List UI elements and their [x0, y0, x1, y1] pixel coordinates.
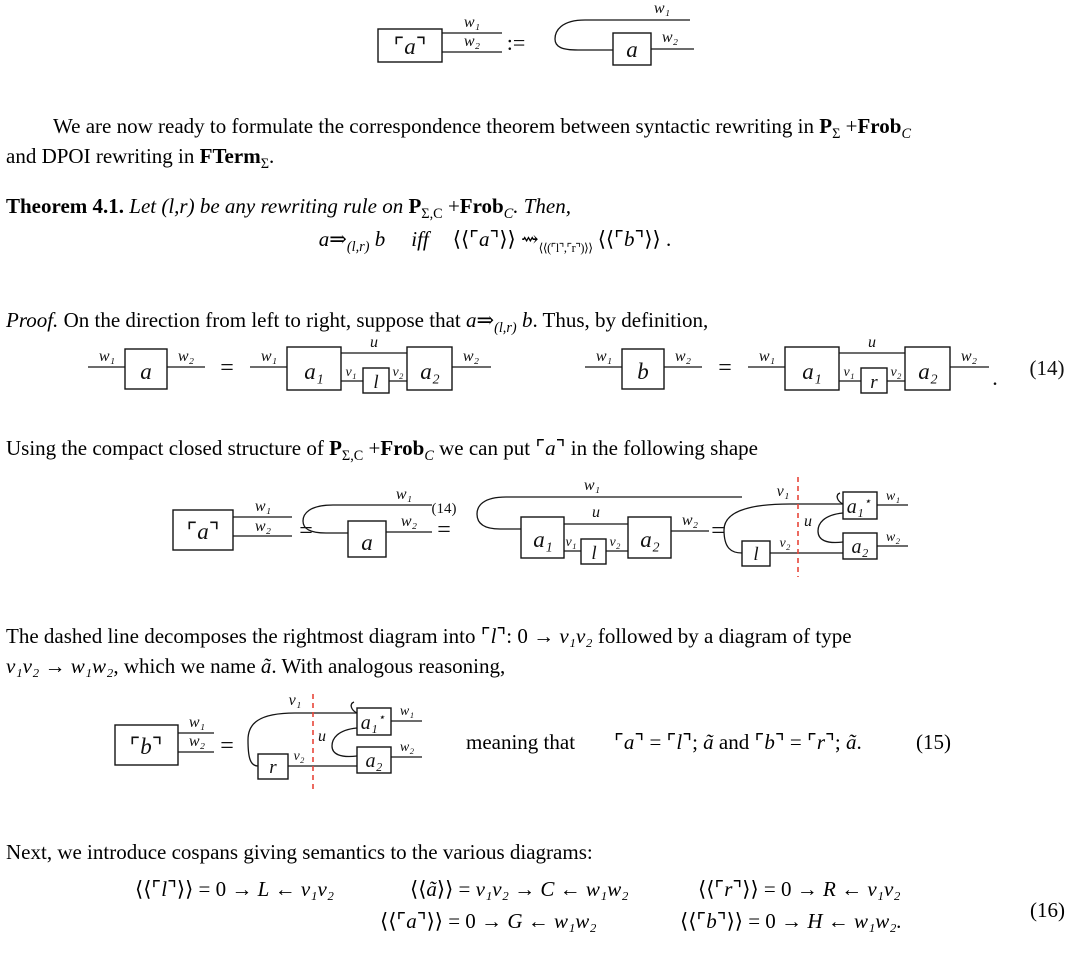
math-L: L: [257, 877, 270, 901]
math-b: b: [764, 730, 775, 754]
cat-P: P: [329, 436, 342, 460]
text-segment: : 0 →: [506, 624, 560, 648]
arrow: →: [39, 654, 71, 678]
math-v1v2: v₁v₂: [6, 654, 40, 678]
box-a2-label: a₂: [365, 750, 383, 772]
label-w1: w₁: [254, 498, 272, 515]
semantics-open: ⟨⟨⌜: [698, 877, 725, 901]
label-u: u: [804, 513, 812, 530]
formula-segment: ⌝ = ⌜: [634, 730, 677, 754]
equation-15-diagram: [100, 688, 440, 800]
label-w1: w₁: [395, 486, 413, 503]
squiggle-subscript: ⟨⟨(⌜l⌝,⌜r⌝)⟩⟩: [538, 241, 593, 255]
label-u: u: [370, 334, 378, 351]
box-a2-label: a₂: [420, 359, 440, 384]
label-w2: w₂: [462, 348, 480, 365]
theorem-body-1: Let (l,r) be any rewriting rule on: [129, 194, 409, 218]
math-v1v2: v₁v₂: [475, 877, 509, 901]
math-C: C: [540, 877, 555, 901]
text-segment: The dashed line decomposes the rightmost diagram into: [6, 624, 481, 648]
box-l-label: l: [373, 372, 379, 393]
assign-symbol: :=: [506, 30, 526, 55]
dashed-line-1: [6, 621, 1074, 651]
text-segment: followed by a diagram of type: [592, 624, 852, 648]
math-v1v2: v₁v₂: [867, 877, 901, 901]
box-a1-label: a₁: [304, 359, 324, 384]
cat-Frob: Frob: [459, 194, 504, 218]
box-r-label: r: [269, 757, 277, 778]
corner-open: ⌜: [480, 624, 491, 648]
arrow: ←: [269, 877, 301, 901]
math-a: a: [478, 227, 490, 251]
math-R: R: [823, 877, 836, 901]
math-v1v2: v₁v₂: [300, 877, 335, 901]
semantics-open: ⟨⟨⌜: [680, 909, 707, 933]
text-segment: . Thus, by definition,: [532, 308, 709, 332]
box-a1-star-label: a₁⋆: [360, 710, 386, 734]
iff-text: iff: [411, 227, 429, 251]
wire-hook: [351, 702, 357, 713]
box-a2-label: a₂: [640, 527, 660, 552]
box-name-a-label: ⌜a⌝: [186, 519, 220, 544]
semantics-open: ⟨⟨⌜: [452, 227, 479, 251]
semantics-close: ⌝⟩⟩: [489, 227, 516, 251]
by-equation-14-tag: (14): [431, 501, 457, 517]
name-diagram-definition: [360, 0, 700, 66]
label-u: u: [318, 728, 326, 745]
math-b: b: [374, 227, 386, 251]
arrow: →: [508, 877, 541, 901]
formula-segment: ⌝⟩⟩ = 0 →: [167, 877, 258, 901]
label-v1: v₁: [565, 535, 577, 550]
box-r-label: r: [870, 372, 878, 393]
subscript-sigma: Σ: [260, 156, 269, 173]
semantics-open: ⟨⟨⌜: [135, 877, 162, 901]
subscript-C: C: [424, 448, 434, 465]
label-u: u: [592, 504, 600, 521]
intro-line-1: [6, 111, 1074, 141]
box-a1-label: a₁: [533, 527, 553, 552]
cat-Frob: Frob: [380, 436, 425, 460]
corner-close: ⌝: [555, 436, 566, 460]
cospan-a-tilde: [410, 877, 629, 902]
math-l: l: [676, 730, 683, 754]
semantics-open: ⟨⟨⌜: [597, 227, 624, 251]
proof-label: Proof.: [6, 308, 59, 332]
text-segment: . With analogous reasoning,: [271, 654, 506, 678]
box-a-label: a: [140, 359, 152, 384]
box-a-label: a: [361, 530, 373, 555]
plus-sign: +: [442, 194, 460, 218]
box-a2-label: a₂: [918, 359, 938, 384]
math-l: l: [161, 877, 168, 901]
cospan-b: [680, 909, 902, 934]
math-a-tilde: ã: [845, 730, 857, 754]
math-w1w2: w₁w₂: [70, 654, 114, 678]
implies-arrow: ⇒: [329, 227, 347, 251]
arrow: ←: [835, 877, 868, 901]
text-segment: and DPOI rewriting in: [6, 144, 200, 168]
label-w1: w₁: [260, 348, 278, 365]
dashed-line-2: [6, 651, 1074, 681]
subscript-sigma-c: Σ,C: [421, 206, 443, 223]
theorem-body-2: . Then,: [513, 194, 571, 218]
u-cap-wire: [332, 728, 357, 757]
label-v1: v₁: [843, 365, 855, 380]
text-segment: Next, we introduce cospans giving semantics to the various diagrams:: [6, 840, 593, 864]
math-a: a: [465, 308, 477, 332]
label-w2: w₂: [463, 33, 481, 50]
box-a-label: a: [626, 37, 638, 62]
equation-number-14: (14): [1029, 356, 1065, 380]
math-b: b: [706, 909, 717, 933]
box-name-b-label: ⌜b⌝: [129, 734, 163, 759]
label-w2: w₂: [177, 348, 195, 365]
math-a-tilde: ã: [426, 877, 437, 901]
text-segment: .: [269, 144, 275, 168]
math-r: r: [724, 877, 733, 901]
equals-sign: =: [220, 355, 234, 381]
formula-segment: and ⌜: [713, 730, 765, 754]
cospan-r: [698, 877, 901, 902]
formula-segment: ⌝ = ⌜: [774, 730, 817, 754]
period: .: [992, 365, 998, 390]
label-w1: w₁: [595, 348, 613, 365]
period: .: [665, 227, 672, 251]
math-a-tilde: ã: [260, 654, 272, 678]
text-segment: Using the compact closed structure of: [6, 436, 330, 460]
theorem-head: Theorem 4.1.: [6, 194, 125, 218]
wire-hook: [837, 493, 843, 504]
dashed-line-paragraph: [6, 621, 1074, 681]
math-a-tilde: ã: [703, 730, 714, 754]
equals-sign: =: [718, 355, 732, 381]
semantics-open: ⟨⟨⌜: [380, 909, 407, 933]
label-w2: w₂: [188, 733, 206, 750]
corner-open: ⌜: [535, 436, 546, 460]
cat-P: P: [408, 194, 422, 218]
label-v1: v₁: [776, 483, 790, 500]
corner-close: ⌝: [496, 624, 507, 648]
label-w2: w₂: [960, 348, 978, 365]
equation-number-15: (15): [916, 730, 951, 754]
math-l: l: [490, 624, 497, 648]
subscript-C: C: [901, 126, 911, 143]
formula-segment: ⟩⟩ =: [436, 877, 476, 901]
meaning-that-text: meaning that: [466, 730, 576, 754]
text-segment: On the direction from left to right, suppose that: [58, 308, 466, 332]
cat-FTerm: FTerm: [199, 144, 261, 168]
semantics-open: ⟨⟨: [410, 877, 427, 901]
box-a1-label: a₁: [802, 359, 822, 384]
equals-sign: =: [711, 518, 725, 544]
label-v2: v₂: [890, 365, 902, 380]
label-v2: v₂: [609, 535, 621, 550]
math-a: a: [406, 909, 417, 933]
squiggle-arrow: ⇝: [520, 227, 539, 251]
label-w1: w₁: [885, 489, 901, 504]
equation-number-16: (16): [1030, 898, 1065, 922]
implies-subscript: (l,r): [346, 239, 370, 256]
label-v2: v₂: [779, 536, 791, 551]
formula-segment: ⌝⟩⟩ = 0 →: [732, 877, 823, 901]
formula-segment: ⌝⟩⟩ = 0 →: [416, 909, 508, 933]
box-l-label: l: [753, 544, 759, 565]
math-r: r: [816, 730, 826, 754]
label-w2: w₂: [400, 513, 418, 530]
box-b-label: b: [637, 359, 649, 384]
equals-sign: =: [299, 518, 313, 544]
plus-sign: +: [363, 436, 381, 460]
math-w1w2: w₁w₂.: [853, 909, 902, 933]
math-a: a: [545, 436, 556, 460]
formula-segment: ⌝⟩⟩ = 0 →: [716, 909, 808, 933]
label-w1: w₁: [758, 348, 776, 365]
math-w1w2: w₁w₂: [585, 877, 629, 901]
cospan-l: [135, 877, 334, 902]
implies-arrow: ⇒: [476, 308, 495, 332]
box-a1-star-label: a₁⋆: [846, 494, 872, 518]
label-v1: v₁: [345, 365, 357, 380]
math-a: a: [623, 730, 635, 754]
intro-line-2: [6, 141, 1074, 171]
u-cap-wire: [818, 513, 843, 543]
theorem-4-1: [6, 191, 1074, 221]
label-v2: v₂: [392, 365, 404, 380]
semantics-close: ⌝⟩⟩: [634, 227, 661, 251]
intro-paragraph: [6, 111, 1074, 171]
label-w2: w₂: [254, 518, 272, 535]
arrow: ←: [554, 877, 586, 901]
label-w1: w₁: [98, 348, 116, 365]
theorem-equation: [0, 227, 1080, 256]
math-b: b: [623, 227, 635, 251]
compact-closed-diagram: [100, 455, 1080, 590]
formula-segment: ⌝;: [825, 730, 846, 754]
text-segment: we can put: [433, 436, 536, 460]
implies-subscript: (l,r): [494, 320, 517, 337]
label-u: u: [868, 334, 876, 351]
equals-sign: =: [220, 733, 234, 759]
arrow: ←: [522, 909, 554, 933]
box-a2-label: a₂: [851, 536, 869, 558]
period: .: [856, 730, 862, 754]
text-segment: We are now ready to formulate the correspondence theorem between syntactic rewriting in: [53, 114, 820, 138]
text-segment: , which we name: [113, 654, 261, 678]
label-w1-right: w₁: [653, 0, 671, 17]
math-w1w2: w₁w₂: [553, 909, 597, 933]
equation-15-formula: [614, 730, 862, 755]
label-v1: v₁: [288, 692, 302, 709]
math-v1v2: v₁v₂: [559, 624, 593, 648]
cat-P: P: [819, 114, 833, 138]
subscript-C: C: [503, 206, 514, 223]
subscript-sigma: Σ: [832, 126, 841, 143]
text-segment: in the following shape: [565, 436, 758, 460]
equation-14-diagram: [60, 330, 1080, 400]
label-w2: w₂: [674, 348, 692, 365]
subscript-sigma-c: Σ,C: [341, 448, 364, 465]
cat-Frob: Frob: [857, 114, 902, 138]
label-w2: w₂: [885, 530, 901, 545]
label-w2-right: w₂: [661, 29, 679, 46]
box-l-label: l: [591, 543, 597, 564]
math-a: a: [318, 227, 330, 251]
plus-sign: +: [840, 114, 858, 138]
next-paragraph: [6, 837, 1074, 867]
box-name-a-label: ⌜a⌝: [393, 34, 427, 59]
cospan-a: [380, 909, 597, 934]
label-w2: w₂: [681, 512, 699, 529]
arrow: ←: [822, 909, 854, 933]
label-w1: w₁: [583, 477, 601, 494]
label-w1: w₁: [399, 704, 415, 719]
math-b: b: [521, 308, 533, 332]
formula-segment: ⌝;: [682, 730, 704, 754]
equals-sign: =: [437, 517, 451, 543]
corner-open: ⌜: [614, 730, 624, 754]
math-H: H: [807, 909, 823, 933]
label-w1: w₁: [188, 714, 206, 731]
label-v2: v₂: [293, 749, 305, 764]
label-w2: w₂: [399, 740, 415, 755]
label-w1: w₁: [463, 14, 481, 31]
math-G: G: [507, 909, 523, 933]
